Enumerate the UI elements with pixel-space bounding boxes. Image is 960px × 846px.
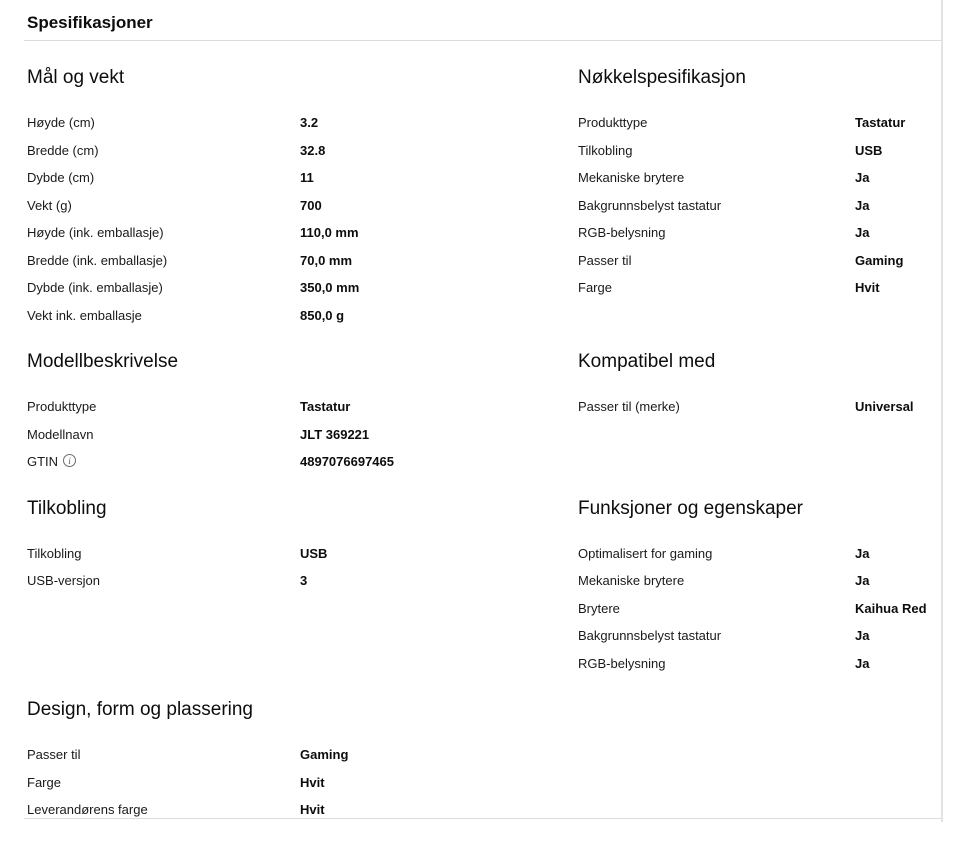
section-heading: Tilkobling: [27, 497, 107, 519]
bottom-divider: [24, 818, 943, 819]
spec-label: GTIN i: [27, 454, 300, 469]
spec-row: [578, 274, 943, 302]
spec-value: 4897076697465: [300, 454, 394, 470]
spec-row: [578, 247, 943, 275]
spec-value: JLT 369221: [300, 426, 370, 442]
section-heading: Mål og vekt: [27, 67, 125, 88]
spec-value: 3: [300, 573, 308, 589]
scrollbar-track[interactable]: [941, 0, 943, 822]
spec-row: [27, 393, 578, 421]
spec-label: RGB-belysning: [578, 225, 666, 241]
spec-row: [578, 393, 943, 421]
spec-value: 850,0 g: [300, 307, 345, 323]
spec-row: [578, 137, 943, 165]
spec-value: 70,0 mm: [300, 252, 353, 268]
spec-row: [27, 192, 578, 220]
spec-label: Produkttype: [578, 115, 648, 131]
spec-value: Hvit: [300, 774, 325, 790]
spec-section-design-form-og-plassering: [27, 699, 578, 824]
section-heading: Design, form og plassering: [27, 699, 253, 720]
spec-row: [27, 302, 578, 330]
page-title: Spesifikasjoner: [27, 13, 153, 32]
spec-label: Dybde (ink. emballasje): [27, 280, 163, 296]
spec-label: RGB-belysning: [578, 655, 666, 671]
section-heading: Kompatibel med: [578, 351, 716, 372]
spec-row: [27, 796, 578, 824]
spec-row: [578, 109, 943, 137]
spec-value: Universal: [855, 399, 914, 415]
spec-row: [27, 741, 578, 769]
spec-row: [578, 192, 943, 220]
spec-label: Bakgrunnsbelyst tastatur: [578, 628, 722, 644]
spec-section-nøkkelspesifikasjon: [578, 67, 943, 329]
empty-section: [578, 699, 943, 824]
spec-value: Gaming: [855, 252, 904, 268]
spec-value: 350,0 mm: [300, 280, 360, 296]
section-heading: Modellbeskrivelse: [27, 351, 179, 372]
spec-value: Gaming: [300, 747, 349, 763]
spec-row: [27, 540, 578, 568]
spec-value: 700: [300, 197, 322, 213]
spec-row: [27, 247, 578, 275]
spec-label: Høyde (cm): [27, 115, 95, 131]
spec-row: [27, 219, 578, 247]
spec-section-tilkobling: [27, 498, 578, 678]
spec-label: Farge: [578, 280, 612, 296]
spec-row: [578, 540, 943, 568]
spec-label: Dybde (cm): [27, 170, 95, 186]
spec-label: Vekt (g): [27, 197, 72, 213]
spec-value: Ja: [855, 545, 870, 561]
spec-label: Mekaniske brytere: [578, 573, 685, 589]
spec-label: Tilkobling: [578, 142, 633, 158]
spec-label: Produkttype: [27, 399, 97, 415]
spec-label: Bredde (cm): [27, 142, 99, 158]
spec-value: 3.2: [300, 115, 319, 131]
spec-value: Ja: [855, 573, 870, 589]
spec-value: 32.8: [300, 142, 326, 158]
spec-value: USB: [300, 545, 328, 561]
section-heading: Funksjoner og egenskaper: [578, 497, 803, 519]
spec-section-mål-og-vekt: [27, 67, 578, 329]
section-heading: Nøkkelspesifikasjon: [578, 67, 746, 88]
spec-row: [27, 137, 578, 165]
spec-row: [578, 567, 943, 595]
spec-row: [578, 595, 943, 623]
spec-value: USB: [855, 142, 883, 158]
spec-label: Vekt ink. emballasje: [27, 307, 142, 323]
spec-value: 110,0 mm: [300, 225, 359, 241]
spec-value: Kaihua Red: [855, 600, 927, 616]
spec-label: Bredde (ink. emballasje): [27, 252, 168, 268]
info-icon[interactable]: i: [63, 454, 76, 467]
spec-value: Ja: [855, 197, 870, 213]
spec-label: Passer til: [578, 252, 632, 268]
spec-section-kompatibel-med: [578, 351, 943, 476]
spec-value: Tastatur: [855, 115, 906, 131]
spec-groups: [27, 67, 941, 846]
spec-label: Passer til: [27, 747, 81, 763]
spec-row: [27, 164, 578, 192]
spec-row: [27, 109, 578, 137]
spec-label: Optimalisert for gaming: [578, 545, 713, 561]
spec-value: Ja: [855, 655, 870, 671]
spec-value: Ja: [855, 170, 870, 186]
title-divider: [24, 40, 943, 41]
spec-label: Brytere: [578, 600, 620, 616]
spec-value: 11: [300, 170, 314, 186]
spec-label: Tilkobling: [27, 545, 82, 561]
spec-label: Bakgrunnsbelyst tastatur: [578, 197, 722, 213]
spec-label: Leverandørens farge: [27, 802, 148, 818]
spec-row: [27, 567, 578, 595]
spec-value: Hvit: [855, 280, 880, 296]
spec-section-modellbeskrivelse: [27, 351, 578, 476]
spec-label: Modellnavn: [27, 426, 94, 442]
spec-value: Tastatur: [300, 399, 351, 415]
spec-label: Farge: [27, 774, 61, 790]
spec-row: [27, 274, 578, 302]
spec-row: [27, 421, 578, 449]
spec-row: [27, 448, 578, 476]
spec-label: Høyde (ink. emballasje): [27, 225, 164, 241]
spec-row: [578, 622, 943, 650]
spec-label: USB-versjon: [27, 573, 100, 589]
spec-row: [578, 650, 943, 678]
spec-label: Passer til (merke): [578, 399, 680, 415]
spec-row: [578, 164, 943, 192]
spec-value: Ja: [855, 628, 870, 644]
spec-section-funksjoner-og-egenskaper: [578, 498, 943, 678]
spec-row: [578, 219, 943, 247]
spec-value: Ja: [855, 225, 870, 241]
spec-label: Mekaniske brytere: [578, 170, 685, 186]
spec-value: Hvit: [300, 802, 325, 818]
spec-row: [27, 769, 578, 797]
